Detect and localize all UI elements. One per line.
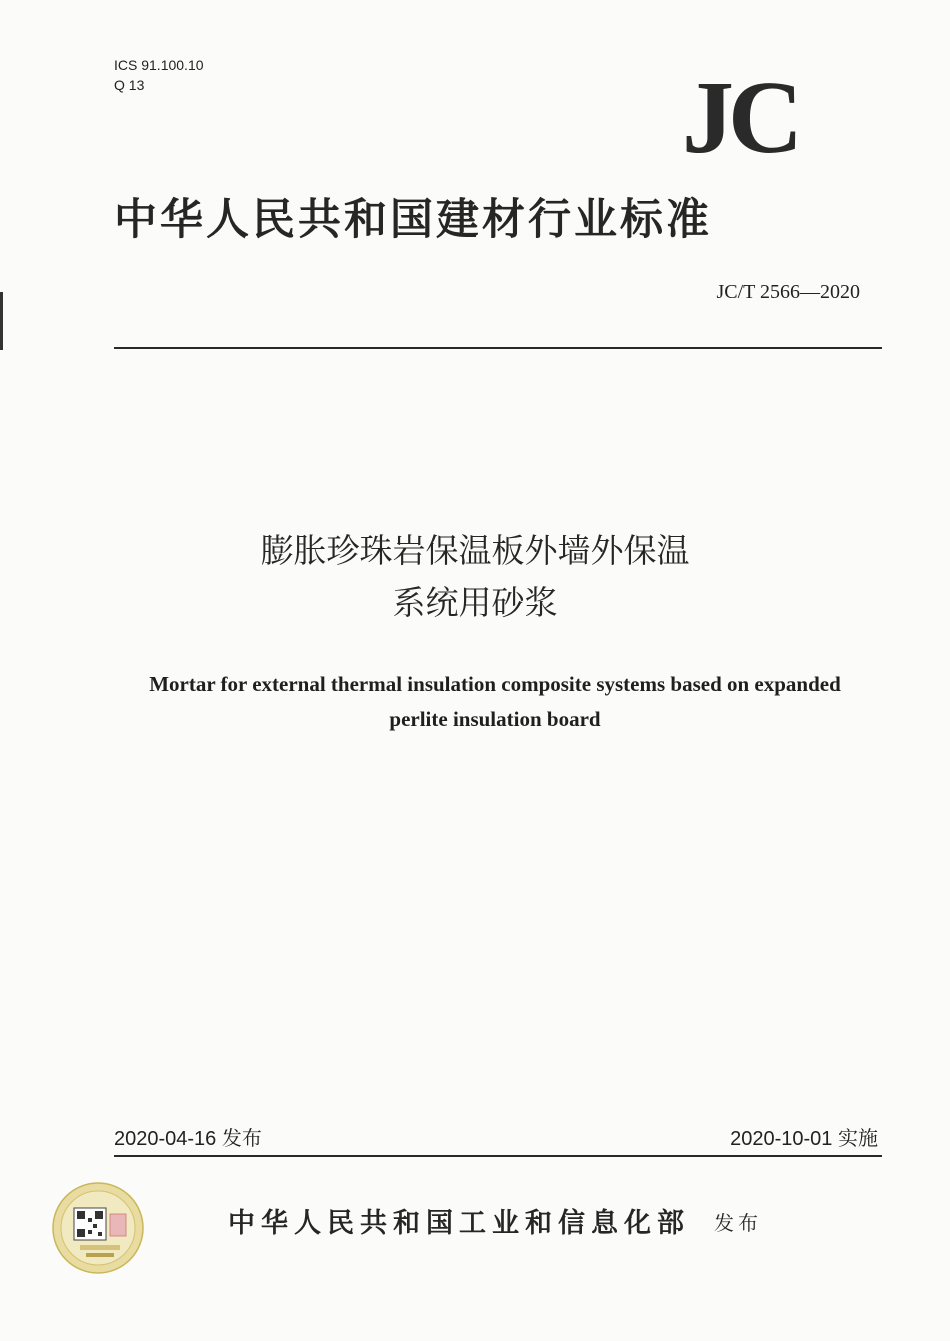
title-en-line1: Mortar for external thermal insulation composite systems based on expanded — [149, 672, 841, 696]
ics-code: ICS 91.100.10 — [114, 57, 204, 73]
title-cn-line1: 膨胀珍珠岩保温板外墙外保温 — [260, 531, 690, 570]
title-en-line2: perlite insulation board — [389, 707, 601, 731]
footer-divider — [114, 1155, 882, 1157]
org-title: 中华人民共和国建材行业标准 — [114, 195, 712, 245]
classification-codes — [114, 55, 204, 95]
jc-logo: JC — [682, 60, 798, 175]
issuer-suffix: 发布 — [714, 1211, 762, 1235]
scan-edge-mark — [0, 292, 3, 350]
ccs-code: Q 13 — [114, 77, 145, 93]
implement-date: 2020-10-01 实施 — [730, 1128, 878, 1150]
publish-date: 2020-04-16 发布 — [114, 1128, 262, 1150]
standard-number: JC/T 2566—2020 — [716, 281, 860, 303]
header-divider — [114, 347, 882, 349]
issuing-authority: 中华人民共和国工业和信息化部 — [228, 1208, 690, 1239]
title-cn-line2: 系统用砂浆 — [392, 583, 558, 622]
anti-counterfeit-seal-icon — [52, 1182, 144, 1274]
